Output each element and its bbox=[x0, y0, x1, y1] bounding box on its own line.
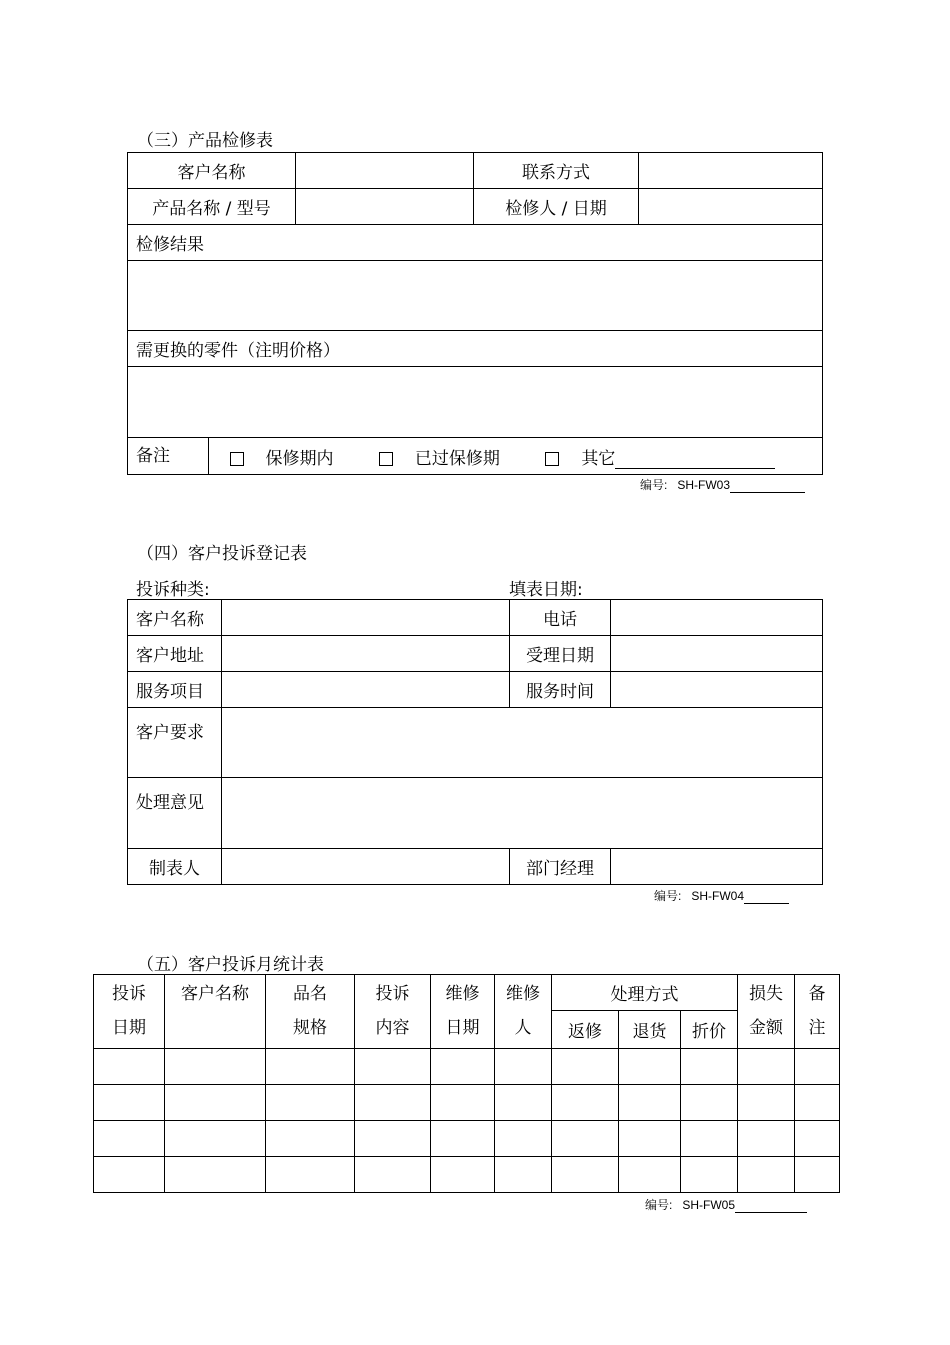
table-cell[interactable] bbox=[681, 1085, 738, 1121]
table-cell[interactable] bbox=[266, 1049, 355, 1085]
remark-label: 备注 bbox=[136, 438, 209, 474]
table-cell[interactable] bbox=[355, 1157, 431, 1193]
header-handling-method: 处理方式 bbox=[552, 975, 738, 1011]
table-cell[interactable] bbox=[795, 1121, 840, 1157]
header-product-spec-l1: 品名 bbox=[293, 984, 327, 1004]
table-cell[interactable] bbox=[431, 1049, 495, 1085]
customer-name-cell[interactable] bbox=[222, 600, 510, 636]
header-complaint-date bbox=[94, 975, 165, 1049]
fill-date-label: 填表日期: bbox=[509, 580, 583, 600]
section5-code-label: 编号: bbox=[645, 1198, 673, 1212]
service-time-label: 服务时间 bbox=[510, 672, 611, 708]
warranty-out-label: 已过保修期 bbox=[414, 448, 500, 469]
section3-code-line bbox=[730, 480, 805, 493]
warranty-in-label: 保修期内 bbox=[265, 448, 334, 469]
contact-cell[interactable] bbox=[639, 153, 823, 189]
section5-code bbox=[645, 1196, 807, 1213]
warranty-out-checkbox[interactable] bbox=[379, 452, 393, 466]
table-cell[interactable] bbox=[266, 1085, 355, 1121]
header-note-l1: 备 bbox=[808, 984, 826, 1004]
table-row bbox=[94, 1121, 840, 1157]
table-cell[interactable] bbox=[552, 1049, 619, 1085]
phone-cell[interactable] bbox=[611, 600, 823, 636]
service-time-cell[interactable] bbox=[611, 672, 823, 708]
table-cell[interactable] bbox=[681, 1157, 738, 1193]
table-cell[interactable] bbox=[495, 1157, 552, 1193]
header-repair-date-l2: 日期 bbox=[445, 1018, 480, 1038]
table-cell[interactable] bbox=[355, 1049, 431, 1085]
table-cell[interactable] bbox=[619, 1085, 681, 1121]
accept-date-label: 受理日期 bbox=[510, 636, 611, 672]
complaint-register-table bbox=[127, 599, 823, 885]
opinion-label: 处理意见 bbox=[128, 778, 222, 849]
complaint-type-label: 投诉种类: bbox=[136, 580, 210, 600]
maker-cell[interactable] bbox=[222, 849, 510, 885]
table-cell[interactable] bbox=[266, 1157, 355, 1193]
customer-name-label: 客户名称 bbox=[128, 600, 222, 636]
header-complaint-date-l1: 投诉 bbox=[112, 984, 146, 1004]
section5-code-value: SH-FW05 bbox=[682, 1198, 736, 1212]
table-cell[interactable] bbox=[355, 1085, 431, 1121]
table-cell[interactable] bbox=[431, 1121, 495, 1157]
table-cell[interactable] bbox=[738, 1157, 795, 1193]
header-rework: 返修 bbox=[552, 1011, 619, 1049]
section4-code-line bbox=[744, 891, 789, 904]
table-cell[interactable] bbox=[495, 1085, 552, 1121]
table-cell[interactable] bbox=[552, 1121, 619, 1157]
requirement-label: 客户要求 bbox=[128, 708, 222, 778]
parts-cell[interactable] bbox=[128, 367, 823, 438]
table-cell[interactable] bbox=[552, 1157, 619, 1193]
table-cell[interactable] bbox=[495, 1049, 552, 1085]
table-cell[interactable] bbox=[738, 1049, 795, 1085]
table-cell[interactable] bbox=[94, 1121, 165, 1157]
header-customer-name bbox=[165, 975, 266, 1049]
table-cell[interactable] bbox=[165, 1157, 266, 1193]
header-repair-date bbox=[431, 975, 495, 1049]
product-model-cell[interactable] bbox=[296, 189, 474, 225]
table-cell[interactable] bbox=[165, 1085, 266, 1121]
table-cell[interactable] bbox=[738, 1121, 795, 1157]
header-repairer-l2: 人 bbox=[514, 1018, 532, 1038]
header-product-spec bbox=[266, 975, 355, 1049]
other-checkbox[interactable] bbox=[545, 452, 559, 466]
address-cell[interactable] bbox=[222, 636, 510, 672]
product-repair-table bbox=[127, 152, 823, 475]
header-complaint-content-l2: 内容 bbox=[375, 1018, 410, 1038]
section3-code-value: SH-FW03 bbox=[677, 478, 731, 492]
other-label: 其它 bbox=[581, 448, 616, 469]
header-repairer bbox=[495, 975, 552, 1049]
table-cell[interactable] bbox=[681, 1121, 738, 1157]
table-cell[interactable] bbox=[431, 1085, 495, 1121]
opinion-cell[interactable] bbox=[222, 778, 823, 849]
manager-label: 部门经理 bbox=[510, 849, 611, 885]
service-item-cell[interactable] bbox=[222, 672, 510, 708]
repair-result-cell[interactable] bbox=[128, 261, 823, 331]
table-cell[interactable] bbox=[266, 1121, 355, 1157]
table-cell[interactable] bbox=[94, 1049, 165, 1085]
accept-date-cell[interactable] bbox=[611, 636, 823, 672]
header-note-l2: 注 bbox=[808, 1018, 826, 1038]
inspector-date-cell[interactable] bbox=[639, 189, 823, 225]
customer-name-cell[interactable] bbox=[296, 153, 474, 189]
parts-label: 需更换的零件（注明价格） bbox=[128, 331, 823, 367]
table-cell[interactable] bbox=[795, 1085, 840, 1121]
table-cell[interactable] bbox=[165, 1121, 266, 1157]
header-discount: 折价 bbox=[681, 1011, 738, 1049]
table-cell[interactable] bbox=[94, 1085, 165, 1121]
address-label: 客户地址 bbox=[128, 636, 222, 672]
service-item-label: 服务项目 bbox=[128, 672, 222, 708]
manager-cell[interactable] bbox=[611, 849, 823, 885]
section4-code-label: 编号: bbox=[654, 889, 682, 903]
header-complaint-content bbox=[355, 975, 431, 1049]
header-loss-amount-l2: 金额 bbox=[749, 1018, 783, 1038]
table-cell[interactable] bbox=[619, 1157, 681, 1193]
header-complaint-content-l1: 投诉 bbox=[375, 984, 410, 1004]
table-cell[interactable] bbox=[795, 1157, 840, 1193]
header-return: 退货 bbox=[619, 1011, 681, 1049]
header-repair-date-l1: 维修 bbox=[445, 984, 480, 1004]
table-cell[interactable] bbox=[94, 1157, 165, 1193]
section5-code-line bbox=[735, 1200, 807, 1213]
header-note bbox=[795, 975, 840, 1049]
section3-title: （三）产品检修表 bbox=[137, 131, 273, 151]
header-loss-amount-l1: 损失 bbox=[749, 984, 783, 1004]
table-row bbox=[94, 1085, 840, 1121]
header-complaint-date-l2: 日期 bbox=[112, 1018, 146, 1038]
inspector-date-label: 检修人 / 日期 bbox=[474, 189, 639, 225]
table-cell[interactable] bbox=[619, 1121, 681, 1157]
table-cell[interactable] bbox=[355, 1121, 431, 1157]
section3-code-label: 编号: bbox=[640, 478, 668, 492]
section4-title: （四）客户投诉登记表 bbox=[137, 544, 307, 564]
maker-label: 制表人 bbox=[128, 849, 222, 885]
table-row bbox=[94, 1049, 840, 1085]
section4-code-value: SH-FW04 bbox=[691, 889, 745, 903]
warranty-in-checkbox[interactable] bbox=[230, 452, 244, 466]
table-row bbox=[94, 1157, 840, 1193]
phone-label: 电话 bbox=[510, 600, 611, 636]
section4-code bbox=[654, 887, 789, 904]
header-loss-amount bbox=[738, 975, 795, 1049]
other-blank-line[interactable] bbox=[615, 450, 775, 469]
table-cell[interactable] bbox=[165, 1049, 266, 1085]
complaint-monthly-table bbox=[93, 974, 840, 1193]
table-cell[interactable] bbox=[495, 1121, 552, 1157]
product-model-label: 产品名称 / 型号 bbox=[128, 189, 296, 225]
table-cell[interactable] bbox=[619, 1049, 681, 1085]
table-cell[interactable] bbox=[431, 1157, 495, 1193]
header-customer-name-text: 客户名称 bbox=[181, 984, 249, 1004]
header-product-spec-l2: 规格 bbox=[293, 1018, 327, 1038]
requirement-cell[interactable] bbox=[222, 708, 823, 778]
section3-code bbox=[640, 476, 805, 493]
table-cell[interactable] bbox=[795, 1049, 840, 1085]
remark-options bbox=[265, 438, 823, 475]
table-cell[interactable] bbox=[681, 1049, 738, 1085]
header-repairer-l1: 维修 bbox=[506, 984, 540, 1004]
section5-title: （五）客户投诉月统计表 bbox=[137, 955, 324, 975]
table-cell[interactable] bbox=[552, 1085, 619, 1121]
contact-label: 联系方式 bbox=[474, 153, 639, 189]
customer-name-label: 客户名称 bbox=[128, 153, 296, 189]
table-cell[interactable] bbox=[738, 1085, 795, 1121]
repair-result-label: 检修结果 bbox=[128, 225, 823, 261]
